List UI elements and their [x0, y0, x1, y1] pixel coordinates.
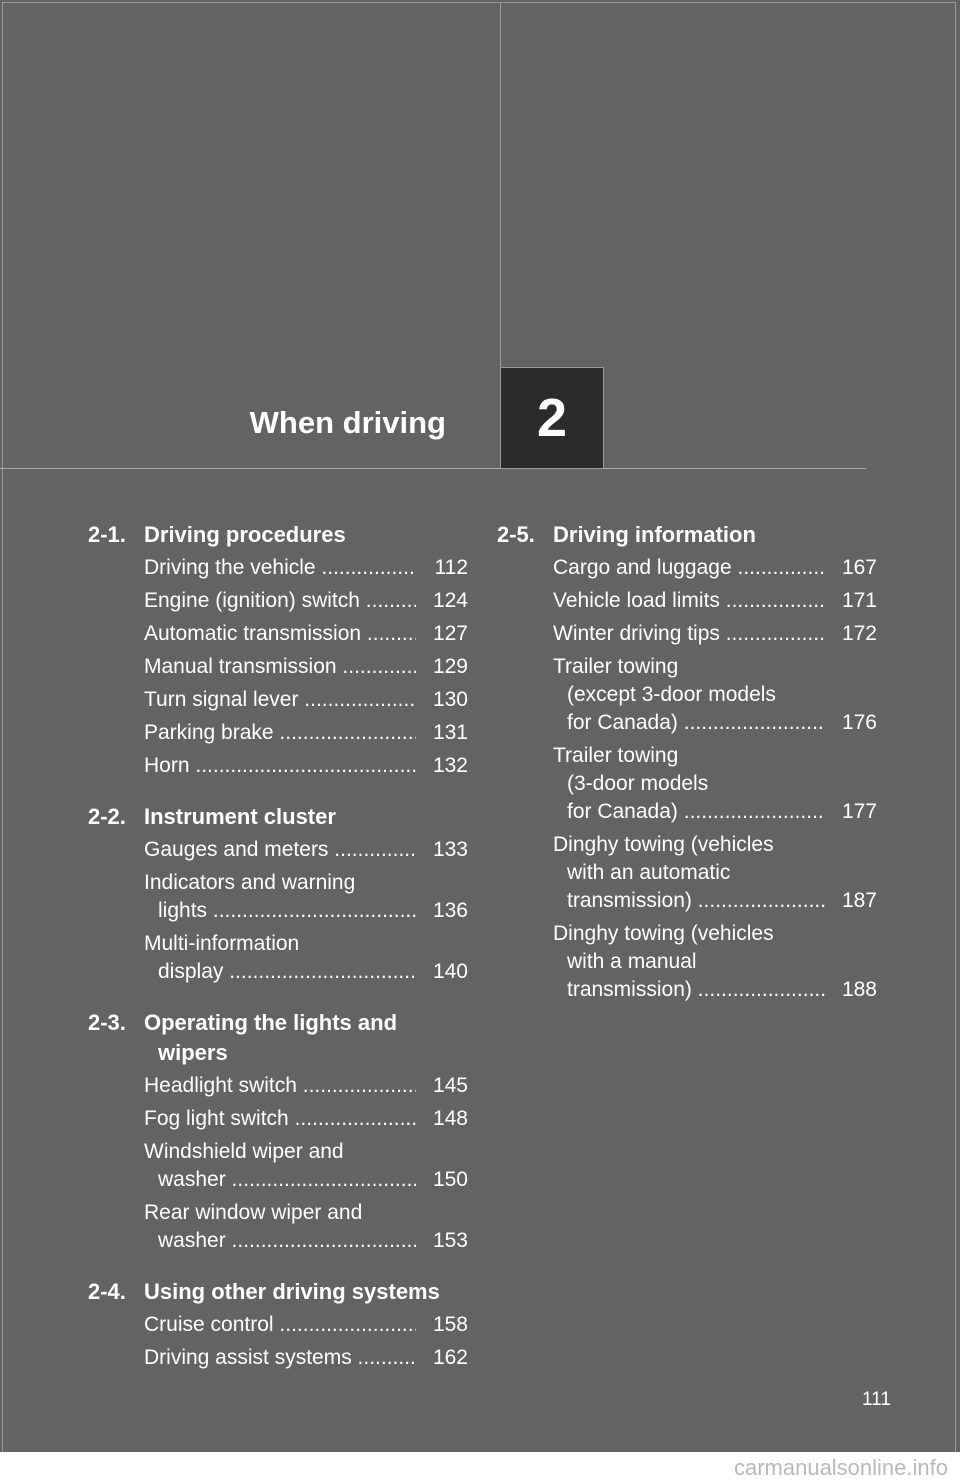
- chapter-number-box: [500, 367, 604, 469]
- entry-label: [553, 742, 825, 826]
- entry-label-line: Multi-information: [144, 932, 300, 955]
- entry-label-line: Manual transmission .....: [144, 653, 416, 681]
- entry-label-line: Indicators and warning: [144, 871, 356, 894]
- toc-entry[interactable]: [144, 1344, 468, 1372]
- entry-page-number: 133: [432, 838, 468, 861]
- section-heading: [88, 802, 468, 832]
- entry-label-line: (except 3-door models: [567, 683, 776, 706]
- section-number: 2-1.: [88, 522, 126, 547]
- entry-label-line: Rear window wiper and: [144, 1201, 363, 1224]
- entry-page-number: 140: [432, 960, 468, 983]
- entry-label-line: Trailer towing: [553, 655, 679, 678]
- vertical-divider: [500, 2, 501, 368]
- entry-label: [144, 587, 416, 615]
- section-title: [144, 520, 468, 550]
- entry-page-number: 158: [432, 1313, 468, 1336]
- entry-label-line: Engine (ignition) switch .....: [144, 587, 416, 615]
- entry-label-line: with a manual: [567, 950, 697, 973]
- section-title: [553, 520, 877, 550]
- toc-entry[interactable]: [553, 554, 877, 582]
- entry-label: [144, 1105, 416, 1133]
- entry-label: [553, 620, 825, 648]
- section-title: [144, 1277, 468, 1307]
- section-number: 2-5.: [497, 522, 535, 547]
- section-title-line: Operating the lights and: [144, 1010, 398, 1035]
- section-number: 2-4.: [88, 1279, 126, 1304]
- entry-label-line: Dinghy towing (vehicles: [553, 922, 774, 945]
- entry-label: [144, 752, 416, 780]
- toc-entry[interactable]: [144, 930, 468, 986]
- toc-entry[interactable]: [144, 686, 468, 714]
- toc-entry[interactable]: [144, 836, 468, 864]
- entry-page-number: 112: [434, 556, 468, 579]
- entry-label-line: with an automatic: [567, 861, 731, 884]
- toc-entry[interactable]: [553, 831, 877, 915]
- entry-label-line: display .....: [144, 958, 416, 986]
- entry-label: [553, 831, 825, 915]
- entry-label-line: Automatic transmission .....: [144, 620, 416, 648]
- toc-entry[interactable]: [144, 587, 468, 615]
- entry-page-number: 172: [841, 622, 877, 645]
- section-heading: [497, 520, 877, 550]
- chapter-title: When driving: [249, 405, 446, 440]
- toc-entry[interactable]: [553, 742, 877, 826]
- entry-label: [553, 653, 825, 737]
- toc-entry[interactable]: [553, 653, 877, 737]
- entry-label-line: Windshield wiper and: [144, 1140, 344, 1163]
- entry-page-number: 132: [432, 754, 468, 777]
- entry-label-line: for Canada) .....: [553, 709, 825, 737]
- toc-entry[interactable]: [144, 653, 468, 681]
- entry-page-number: 171: [841, 589, 877, 612]
- entry-label: [144, 653, 416, 681]
- toc-entry[interactable]: [144, 1311, 468, 1339]
- entry-label-line: washer .....: [144, 1227, 416, 1255]
- entry-page-number: 153: [432, 1229, 468, 1252]
- toc-entry[interactable]: [144, 1105, 468, 1133]
- entry-label: [144, 686, 416, 714]
- entry-label: [144, 1311, 416, 1339]
- section-heading: [88, 1277, 468, 1307]
- entry-label-line: Cruise control .....: [144, 1311, 416, 1339]
- entry-label-line: Fog light switch .....: [144, 1105, 416, 1133]
- entry-label: [144, 1199, 416, 1255]
- entry-page-number: 136: [432, 899, 468, 922]
- toc-entry[interactable]: [144, 554, 468, 582]
- entry-label-line: Driving assist systems .....: [144, 1344, 416, 1372]
- entry-page-number: 129: [432, 655, 468, 678]
- entry-label-line: for Canada) .....: [553, 798, 825, 826]
- entry-label-line: Vehicle load limits .....: [553, 587, 825, 615]
- entry-page-number: 148: [432, 1107, 468, 1130]
- entry-label: [144, 554, 416, 582]
- entry-label-line: (3-door models: [567, 772, 709, 795]
- header-rule: [0, 468, 866, 469]
- toc-entry[interactable]: [553, 587, 877, 615]
- section-title-line: Driving information: [553, 522, 756, 547]
- toc-entry[interactable]: [144, 1138, 468, 1194]
- section-title-line: Using other driving systems: [144, 1279, 440, 1304]
- entry-page-number: 145: [432, 1074, 468, 1097]
- entry-label-line: Headlight switch .....: [144, 1072, 416, 1100]
- section-number: 2-2.: [88, 804, 126, 829]
- toc-left-column: [88, 520, 468, 1394]
- entry-page-number: 187: [841, 889, 877, 912]
- entry-page-number: 188: [841, 978, 877, 1001]
- toc-section: [88, 520, 468, 780]
- toc-entry[interactable]: [553, 620, 877, 648]
- toc-entry[interactable]: [144, 1072, 468, 1100]
- entry-label-line: Driving the vehicle .....: [144, 554, 416, 582]
- toc-entry[interactable]: [144, 719, 468, 747]
- toc-section: [88, 1008, 468, 1255]
- section-title: [144, 802, 468, 832]
- entry-label: [144, 1138, 416, 1194]
- section-number: 2-3.: [88, 1010, 126, 1035]
- entry-page-number: 127: [432, 622, 468, 645]
- entry-page-number: 162: [432, 1346, 468, 1369]
- toc-section: [88, 802, 468, 986]
- section-title-line: wipers: [158, 1040, 228, 1065]
- entry-page-number: 130: [432, 688, 468, 711]
- toc-entry[interactable]: [144, 620, 468, 648]
- entry-label-line: Cargo and luggage .....: [553, 554, 825, 582]
- entry-label-line: Gauges and meters .....: [144, 836, 416, 864]
- entry-label-line: washer .....: [144, 1166, 416, 1194]
- entry-page-number: 176: [841, 711, 877, 734]
- chapter-number: 2: [536, 388, 568, 448]
- toc-right-column: [497, 520, 877, 1026]
- toc-section: [88, 1277, 468, 1372]
- entry-label: [144, 1072, 416, 1100]
- entry-label: [553, 920, 825, 1004]
- watermark: carmanualsonline.info: [733, 1455, 948, 1480]
- entry-label: [144, 836, 416, 864]
- toc-section: [497, 520, 877, 1004]
- entry-label: [553, 587, 825, 615]
- entry-label-line: Turn signal lever .....: [144, 686, 416, 714]
- entry-label-line: Trailer towing: [553, 744, 679, 767]
- entry-label: [144, 930, 416, 986]
- section-heading: [88, 1008, 468, 1068]
- section-heading: [88, 520, 468, 550]
- toc-entry[interactable]: [144, 1199, 468, 1255]
- entry-page-number: 124: [432, 589, 468, 612]
- toc-entry[interactable]: [553, 920, 877, 1004]
- entry-label-line: transmission) .....: [553, 976, 825, 1004]
- entry-page-number: 177: [841, 800, 877, 823]
- entry-label-line: lights .....: [144, 897, 416, 925]
- entry-page-number: 150: [432, 1168, 468, 1191]
- entry-label-line: Dinghy towing (vehicles: [553, 833, 774, 856]
- entry-label: [144, 719, 416, 747]
- toc-entry[interactable]: [144, 869, 468, 925]
- entry-label-line: Parking brake .....: [144, 719, 416, 747]
- section-title: [144, 1008, 468, 1068]
- entry-page-number: 167: [841, 556, 877, 579]
- page-number: 111: [862, 1389, 891, 1410]
- entry-label: [144, 1344, 416, 1372]
- entry-label-line: Winter driving tips .....: [553, 620, 825, 648]
- entry-label-line: Horn .....: [144, 752, 416, 780]
- entry-label: [553, 554, 825, 582]
- entry-page-number: 131: [432, 721, 468, 744]
- entry-label: [144, 869, 416, 925]
- entry-label-line: transmission) .....: [553, 887, 825, 915]
- section-title-line: Instrument cluster: [144, 804, 336, 829]
- toc-entry[interactable]: [144, 752, 468, 780]
- entry-label: [144, 620, 416, 648]
- section-title-line: Driving procedures: [144, 522, 346, 547]
